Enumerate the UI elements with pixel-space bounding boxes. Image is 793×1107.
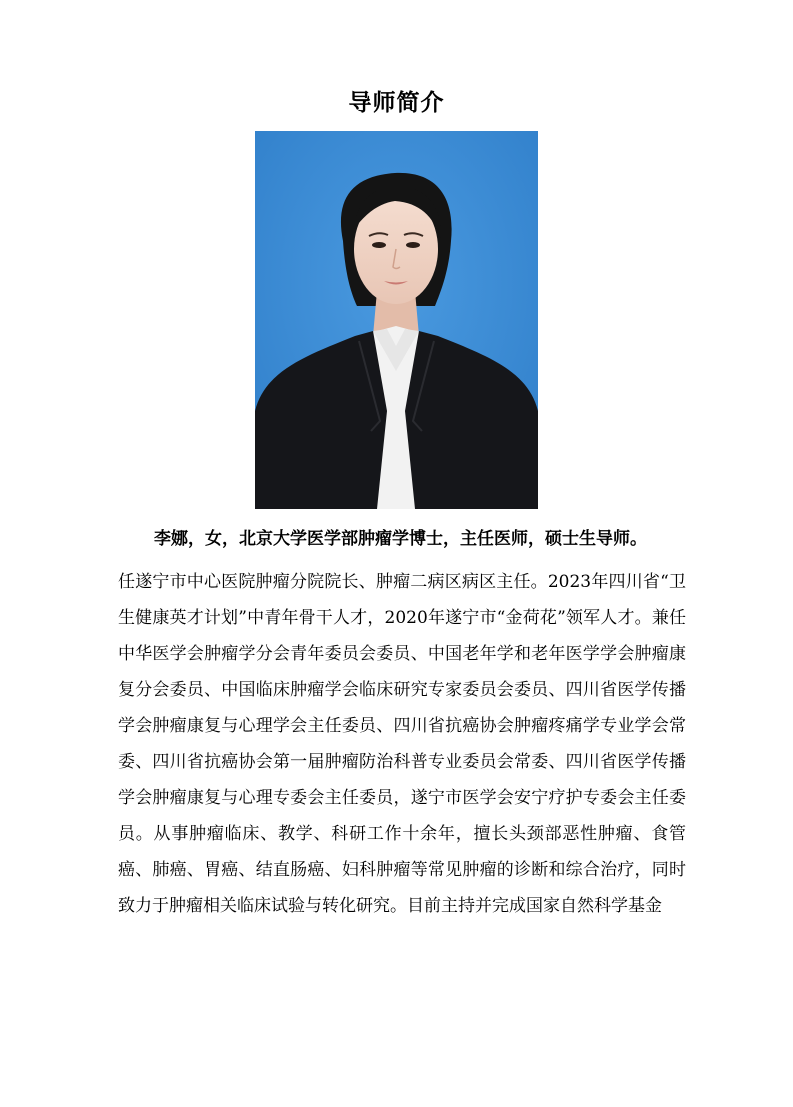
page-title: 导师简介 (348, 89, 445, 116)
portrait-illustration (255, 131, 538, 509)
lead-paragraph: 李娜，女，北京大学医学部肿瘤学博士，主任医师，硕士生导师。 (154, 529, 647, 549)
portrait-photo (255, 131, 538, 509)
body-paragraph: 任遂宁市中心医院肿瘤分院院长、肿瘤二病区病区主任。2023年四川省“卫生健康英才计划”中青年骨干人才，2020年遂宁市“金荷花”领军人才。兼任中华医学会肿瘤学分会青年委员会委员、中国老年学和老年医学学会肿瘤康复分会委员、中国临床肿瘤学会临床研究专家委员会委员、四川省医学传播学会肿瘤康复与心理学会主任委员、四川省抗癌协会肿瘤疼痛学专业学会常委、四川省抗癌协会第一届肿瘤防治科普专业委员会常委、四川省医学传播学会肿瘤康复与心理专委会主任委员，遂宁市医学会安宁疗护专委会主任委员。从事肿瘤临床、教学、科研工作十余年，擅长头颈部恶性肿瘤、食管癌、肺癌、胃癌、结直肠癌、妇科肿瘤等常见肿瘤的诊断和综合治疗，同时致力于肿瘤相关临床试验与转化研究。目前主持并完成国家自然科学基金 (118, 572, 686, 916)
